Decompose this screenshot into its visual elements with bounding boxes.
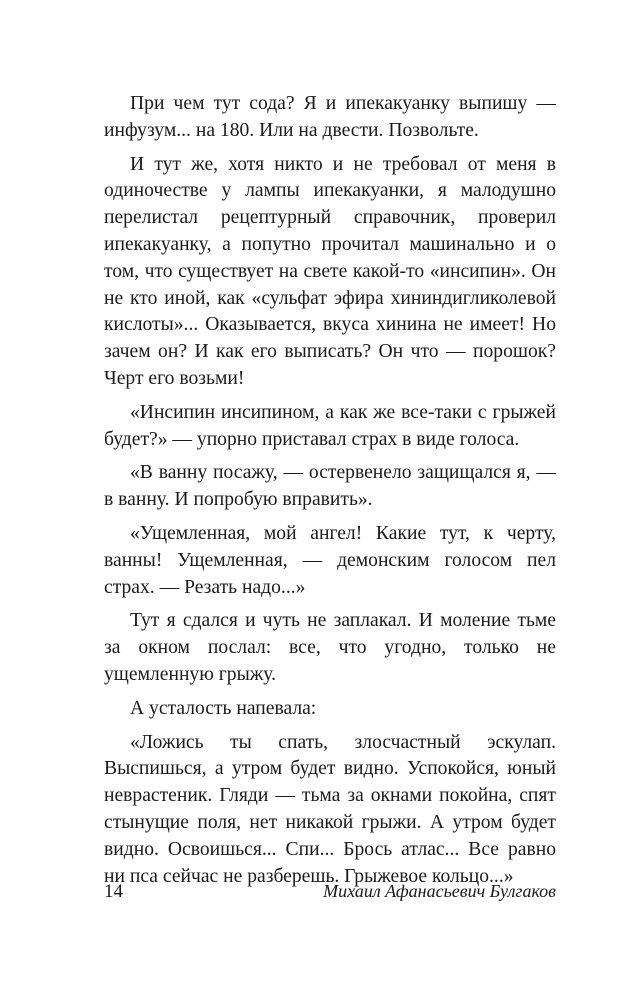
paragraph: «Ложись ты спать, злосчастный эскулап. Выспишься, а утром будет видно. Успокойся, юный неврастеник. Гляди — тьма за окнами покойна, спят стынущие поля, нет никакой грыжи. А утром будет видно. Освоишься... Спи... Брось атлас... Все равно ни пса сейчас не разберешь. Грыжевое кольцо...» xyxy=(104,731,556,887)
page-body xyxy=(104,91,556,890)
paragraph: «Инсипин инсипином, а как же все-таки с грыжей будет?» — упорно приставал страх в виде голоса. xyxy=(104,401,556,450)
paragraph: «Ущемленная, мой ангел! Какие тут, к черту, ванны! Ущемленная, — демонским голосом пел страх. — Резать надо...» xyxy=(104,522,556,598)
paragraph: «В ванну посажу, — остервенело защищался я, — в ванну. И попробую вправить». xyxy=(104,462,556,511)
paragraph: А усталость напевала: xyxy=(130,697,317,719)
page-number: 14 xyxy=(104,881,123,902)
page-footer xyxy=(104,881,556,903)
running-head-author: Михаил Афанасьевич Булгаков xyxy=(323,881,556,901)
paragraph: Тут я сдался и чуть не заплакал. И моление тьме за окном послал: все, что угодно, только не ущемленную грыжу. xyxy=(104,610,556,685)
paragraph: При чем тут сода? Я и ипекакуанку выпишу — инфузум... на 180. Или на двести. Позвольте. xyxy=(104,93,556,141)
paragraph: И тут же, хотя никто и не требовал от меня в одиночестве у лампы ипекакуанки, я малодушно перелистал рецептурный справочник, проверил ипекакуанку, а попутно прочитал машинально и о том, что существует на свете какой-то «инсипин». Он не кто иной, как «сульфат эфира хининдигликолевой кислоты»... Оказывается, вкуса хинина не имеет! Но зачем он? И как его выписать? Он что — порошок? Черт его возьми! xyxy=(104,153,556,389)
